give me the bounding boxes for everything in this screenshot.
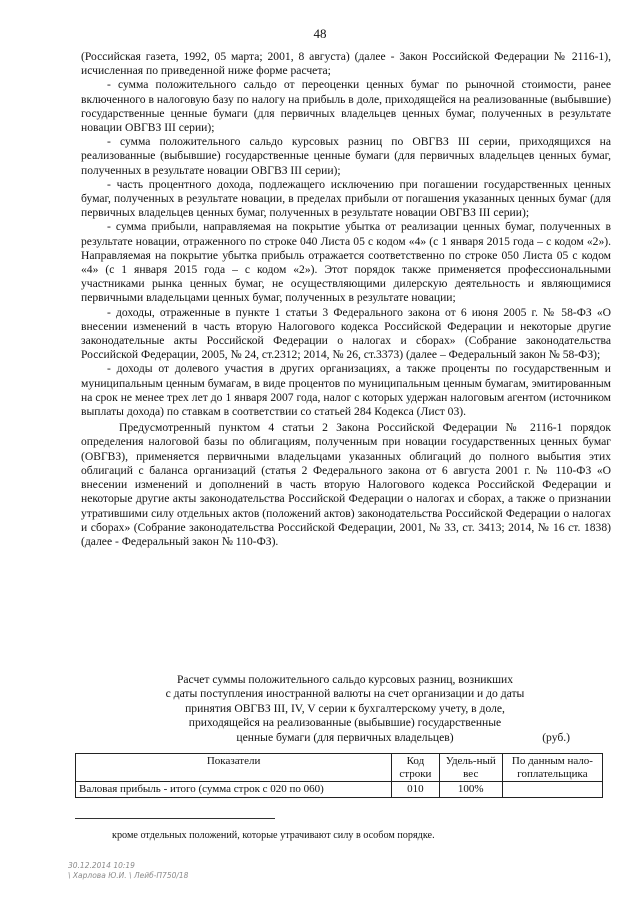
calc-title-line: приходящейся на реализованные (выбывшие) государственные (188, 716, 502, 730)
header-code: Код строки (392, 754, 439, 782)
cell-indicator: Валовая прибыль - итого (сумма строк с 020 по 060) (76, 782, 392, 798)
paragraph: - доходы, отраженные в пункте 1 статьи 3 Федерального закона от 6 июня 2005 г. № 58-ФЗ «О внесении изменений в часть вторую Налогового кодекса Российской Федерации и некоторые другие законодательные акты Российской Федерации о налогах и сборах» (Собрание законодательства Российской Федерации, 2005, № 24, ст.2312; 2014, № 26, ст.3373) (далее – Федеральный закон № 58-ФЗ); (81, 305, 611, 362)
cell-code: 010 (392, 782, 439, 798)
paragraph: Предусмотренный пунктом 4 статьи 2 Закона Российской Федерации № 2116-1 порядок определения налоговой базы по облигациям, полученным при новации государственных ценных бумаг (ОВГВЗ), применяется первичными владельцами указанных облигаций до полного выбытия этих облигаций с баланса организаций (статья 2 Федерального закона от 6 августа 2001 г. № 110-ФЗ «О внесении изменений и дополнений в часть вторую Налогового кодекса Российской Федерации и некоторые другие акты законодательства Российской Федерации о налогах и сборах, а также о признании утратившими силу отдельных актов (положений актов) законодательства Российской Федерации о налогах и сборах» (Собрание законодательства Российской Федерации, 2001, № 33, ст. 3413; 2014, № 16 ст. 1838) (далее - Федеральный закон № 110-ФЗ). (81, 421, 611, 548)
paragraph: (Российская газета, 1992, 05 марта; 2001, 8 августа) (далее - Закон Российской Федерации № 2116-1), исчисленная по приведенной ниже форме расчета; (81, 50, 611, 78)
cell-weight: 100% (439, 782, 502, 798)
calc-title-line: принятия ОВГВЗ III, IV, V серии к бухгалтерскому учету, в доле, (185, 701, 505, 715)
header-indicators: Показатели (76, 754, 392, 782)
paragraph: - сумма положительного сальдо курсовых разниц по ОВГВЗ III серии, приходящихся на реализованные (выбывшие) государственные ценные бумаги (для первичных владельцев ценных бумаг, полученных в результате новации ОВГВЗ III серии); (81, 135, 611, 177)
table-header-row (76, 754, 603, 782)
page-number: 48 (313, 26, 327, 41)
paragraph: - часть процентного дохода, подлежащего исключению при погашении государственных ценных бумаг, полученных в результате новации, в пределах прибыли от погашения указанных ценных бумаг (для первичных владельцев ценных бумаг, полученных в результате новации ОВГВЗ III серии); (81, 177, 611, 220)
header-taxpayer-data: По данным нало-гоплательщика (502, 754, 602, 782)
table-row (76, 782, 603, 798)
unit-label: (руб.) (542, 730, 570, 744)
stamp-line: 30.12.2014 10:19 (68, 861, 135, 870)
paragraph: - сумма положительного сальдо от переоценки ценных бумаг по рыночной стоимости, ранее включенного в налоговую базу по налогу на прибыль в доле, приходящейся на реализованные (выбывшие) государственные ценные бумаги (для первичных владельцев ценных бумаг, полученных в результате новации ОВГВЗ III серии); (81, 78, 611, 135)
paragraph: - сумма прибыли, направляемая на покрытие убытка от реализации ценных бумаг, полученных в результате новации, отраженного по строке 040 Листа 05 с кодом «4» (с 1 января 2015 года – с кодом «2»). Направляемая на покрытие убытка прибыль отражается соответственно по строке 050 Листа 05 с кодом «4» (с 1 января 2015 года – с кодом «2»). Этот порядок также применяется профессиональными участниками рынка ценных бумаг, не осуществляющими дилерскую деятельность и являющимися первичными владельцами ценных бумаг, полученных в результате новации; (81, 220, 611, 305)
paragraph: - доходы от долевого участия в других организациях, а также проценты по государственным и муниципальным ценным бумагам, в виде процентов по муниципальным ценным бумагам, эмитированным на срок не менее трех лет до 1 января 2007 года, налог с которых удержан налоговым агентом (источником выплаты дохода) по ставкам в соответствии со статьей 284 Кодекса (Лист 03). (81, 362, 611, 419)
footnote-divider (75, 818, 275, 819)
header-weight: Удель-ный вес (439, 754, 502, 782)
cell-taxpayer-value (502, 782, 602, 798)
calc-table (75, 753, 603, 798)
footnote: кроме отдельных положений, которые утрачивают силу в особом порядке. (112, 830, 435, 841)
calc-title (90, 673, 600, 745)
calc-title-line: ценные бумаги (для первичных владельцев) (236, 730, 454, 744)
print-stamp (68, 861, 188, 881)
calc-title-line: Расчет суммы положительного сальдо курсовых разниц, возникших (176, 673, 514, 686)
stamp-line: \ Харлова Ю.И. \ Лейб-П750/18 (68, 871, 189, 880)
body-text (81, 50, 611, 549)
calc-title-line: с даты поступления иностранной валюты на счет организации и до даты (165, 687, 525, 701)
